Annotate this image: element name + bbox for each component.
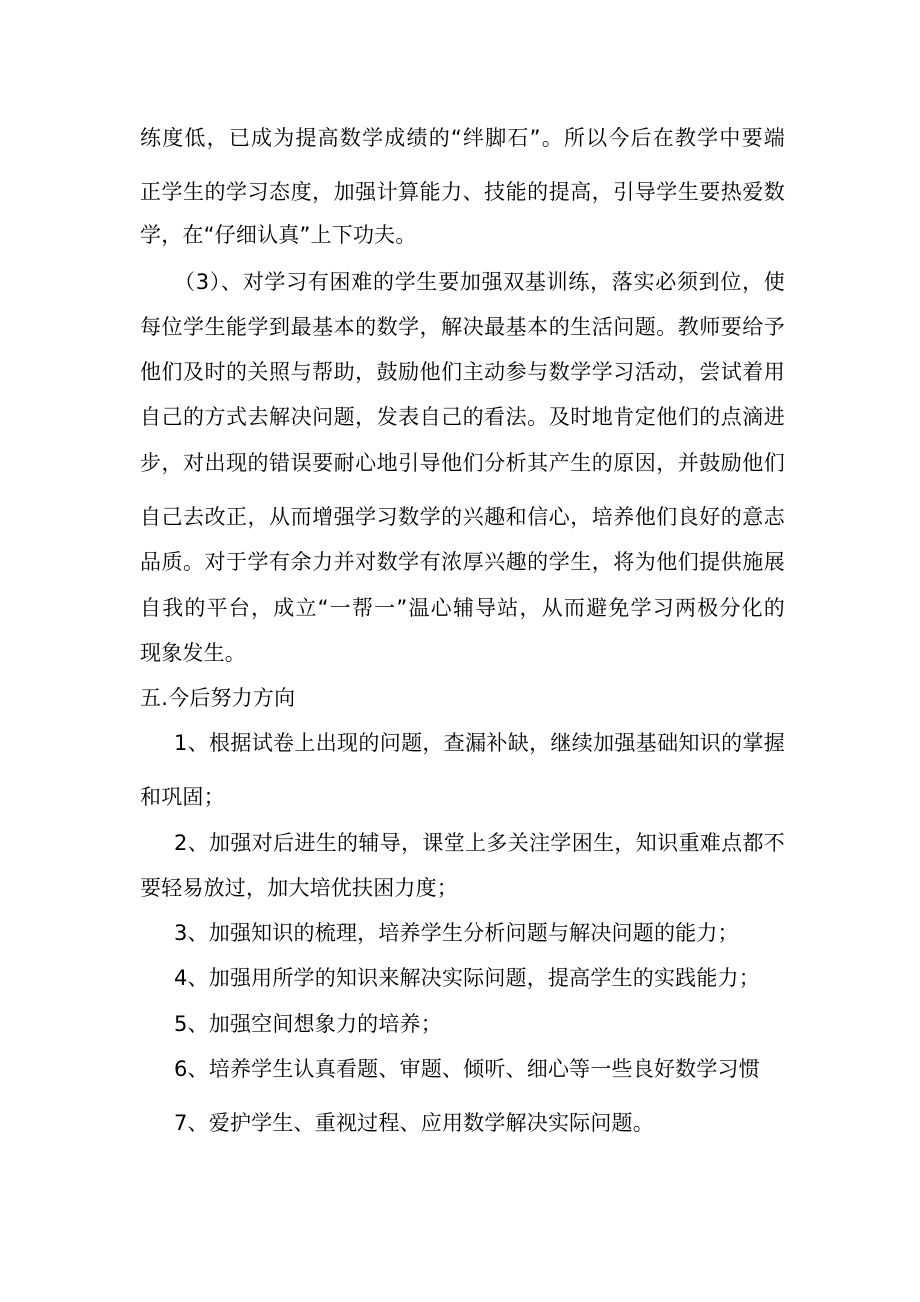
paragraph-line: 每位学生能学到最基本的数学，解决最基本的生活问题。教师要给予 xyxy=(140,315,785,339)
paragraph-line: 现象发生。 xyxy=(140,641,246,665)
paragraph-line: 品质。对于学有余力并对数学有浓厚兴趣的学生，将为他们提供施展 xyxy=(140,550,785,574)
list-item-line: 1、根据试卷上出现的问题，查漏补缺，继续加强基础知识的掌握 xyxy=(174,731,785,755)
list-item-line: 2、加强对后进生的辅导，课堂上多关注学困生，知识重难点都不 xyxy=(174,831,785,855)
list-item-line: 7、爱护学生、重视过程、应用数学解决实际问题。 xyxy=(174,1111,654,1135)
list-item-line: 4、加强用所学的知识来解决实际问题，提高学生的实践能力； xyxy=(174,966,760,990)
paragraph-line: 自我的平台，成立“一帮一”温心辅导站，从而避免学习两极分化的 xyxy=(140,596,785,620)
paragraph-line: 自己去改正，从而增强学习数学的兴趣和信心，培养他们良好的意志 xyxy=(140,505,785,529)
paragraph-line: （3）、对学习有困难的学生要加强双基训练，落实必须到位，使 xyxy=(174,270,785,294)
list-item-line: 5、加强空间想象力的培养； xyxy=(174,1012,442,1036)
list-item-line: 和巩固； xyxy=(140,785,225,809)
paragraph-line: 练度低，已成为提高数学成绩的“绊脚石”。所以今后在教学中要端 xyxy=(140,126,785,150)
paragraph-line: 自己的方式去解决问题，发表自己的看法。及时地肯定他们的点滴进 xyxy=(140,405,785,429)
list-item-line: 6、培养学生认真看题、审题、倾听、细心等一些良好数学习惯 xyxy=(174,1057,760,1081)
paragraph-line: 他们及时的关照与帮助，鼓励他们主动参与数学学习活动，尝试着用 xyxy=(140,360,785,384)
list-item-line: 3、加强知识的梳理，培养学生分析问题与解决问题的能力； xyxy=(174,921,739,945)
paragraph-line: 步，对出现的错误要耐心地引导他们分析其产生的原因，并鼓励他们 xyxy=(140,451,785,475)
paragraph-line: 学，在“仔细认真”上下功夫。 xyxy=(140,223,417,247)
section-heading: 五.今后努力方向 xyxy=(140,686,296,710)
paragraph-line: 正学生的学习态度，加强计算能力、技能的提高，引导学生要热爱数 xyxy=(140,180,785,204)
list-item-line: 要轻易放过，加大培优扶困力度； xyxy=(140,876,458,900)
